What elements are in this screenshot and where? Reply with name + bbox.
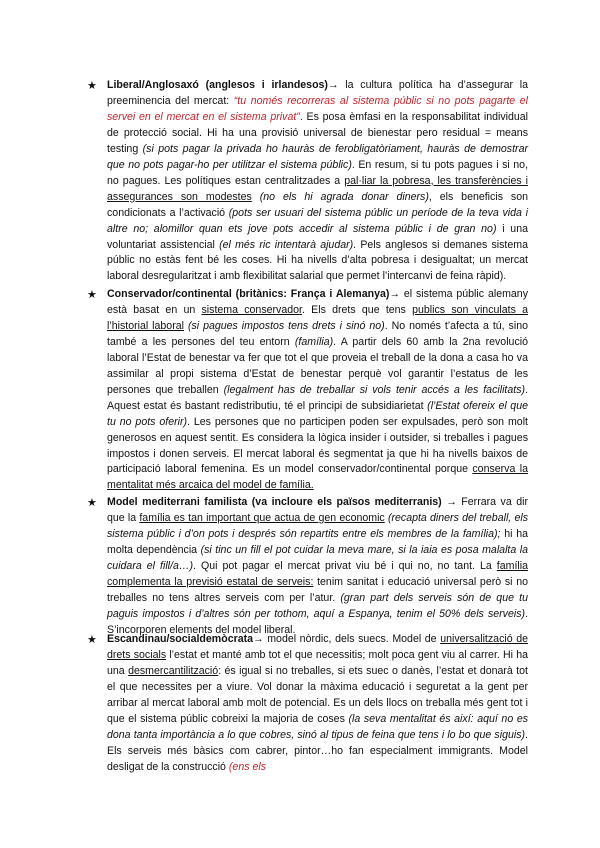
underlined-text: família es tan important que actua de gen economic — [139, 511, 385, 524]
text-run: → la cultura política ha d’assegurar la preeminencia del mercat: — [107, 79, 528, 107]
star-bullet-icon: ★ — [87, 633, 97, 646]
text-run: . Els serveis més bàsics com cabrer, pintor…ho fan especialment immigrants. Model desligat de la construcció — [107, 728, 528, 773]
italic-note: (legalment has de treballar si vols tenir accés a les facilitats) — [223, 383, 526, 396]
item-title: Liberal/Anglosaxó (anglesos i irlandesos) — [107, 79, 328, 91]
underlined-text: sistema conservador — [201, 303, 302, 316]
italic-note: (recapta diners del treball, els sistema públic i d’on pots i després són repartits entre els membres de la família); — [107, 511, 528, 540]
text-run: hi ha molta dependència — [107, 527, 528, 556]
text-run: . En resum, si tu pots pagues i si no, no pagues. Les polítiques estan centralitzades a — [107, 158, 529, 187]
underlined-text: conserva la mentalitat més arcaica del model de família. — [107, 463, 528, 492]
star-bullet-icon: ★ — [87, 79, 97, 92]
text-run — [252, 191, 260, 203]
star-bullet-icon: ★ — [87, 496, 97, 509]
text-run: . Les persones que no participen poden ser expulsades, però son molt generosos en aquest sentit. Es considera la lògica insider i outsider, si treballes i pagues impostos i donen serveis. El mercat laboral és segmentat ja que hi ha nivells baixos de participació laboral femenina. Es un model conservador/continental porque — [107, 415, 528, 476]
text-run: . No només t’afecta a tú, sino també a les persones del teu entorn — [107, 319, 528, 348]
text-run: . Pels anglesos si demanes sistema públic no estàs fent bé les coses. Hi ha nivells d’alta pobresa i desigualtat; un mercat laboral desregularitzat i amb flexibilitat salarial que permet l’intercanvi de feina ràpid). — [107, 238, 528, 283]
underlined-text: família complementa la previsió estatal de serveis: — [107, 559, 528, 588]
italic-note: (no els hi agrada donar diners) — [259, 190, 429, 203]
text-run: . Es posa èmfasi en la responsabilitat individual de protecció social. Hi ha una provisió universal de bienestar pero residual = means testing — [107, 110, 529, 155]
text-run: → el sistema públic alemany està basat en un — [107, 288, 528, 316]
italic-note: (pots ser usuari del sistema públic un període de la teva vida i altre no; alomillor quan ets jove pots accedir al sistema públic i de gran no) — [107, 206, 528, 235]
text-run: tenim sanitat i educació universal però si no treballes no tens altres serveis com per l’atur. — [107, 575, 528, 604]
text-run: . Els drets que tens — [301, 303, 413, 316]
list-item-escandinau — [80, 632, 528, 776]
italic-note: (si tinc un fill el pot cuidar la meva mare, si la iaia es posa malalta la cuidara el fill/a…) — [107, 543, 528, 572]
italic-note: (el més ric intentarà ajudar) — [219, 238, 354, 251]
list-item-mediterrani — [80, 495, 528, 639]
text-run: . S’incorporen elements del model liberal. — [107, 607, 528, 636]
text-run: . Qui pot pagar el mercat privat viu bé i qui no, no tant. La — [193, 559, 497, 572]
underlined-text: desmercantilització — [128, 664, 219, 677]
text-run: , els beneficis son condicionats a l’activació — [107, 190, 528, 219]
item-title: Model mediterrani familista (va incloure els països mediterranis) — [107, 496, 442, 508]
list-item-liberal — [80, 78, 528, 285]
text-run: . A partir dels 60 amb la 2na revolució laboral l’Estat de benestar va fer que tot el que proveia el treball de la dona a casa ho va assimilar al propi sistema d’Estat de benestar perquè vol garantir l’estatus de les persones que treballen — [107, 335, 528, 396]
italic-note: (l’Estat ofereix el que tu no pots oferir) — [107, 399, 528, 428]
italic-note: (si pagues impostos tens drets i sinó no) — [187, 319, 385, 332]
quote-text: “tu només recorreras al sistema públic si no pots pagarte el servei en el mercat en el sistema privat” — [107, 94, 528, 123]
text-run: i una voluntariat assistencial — [107, 222, 528, 251]
star-bullet-icon: ★ — [87, 288, 97, 301]
text-run: . Aquest estat és bastant redistributiu, té el principi de subsidiarietat — [107, 383, 528, 412]
list-item-conservador — [80, 287, 528, 494]
text-run: → Ferrara va dir que la — [107, 496, 528, 524]
underlined-text: universalització de drets socials — [107, 633, 528, 661]
italic-note: (ens els — [228, 760, 266, 773]
italic-note: (gran part dels serveis són de que tu paguis impostos i d’altres són per tothom, aquí a Espanya, tenim el 50% dels serveis) — [107, 591, 528, 620]
italic-note: (si pots pagar la privada ho hauràs de ferobligatòriament, hauràs de demostrar que no pots pagar-ho per utilitzar el sistema públic) — [107, 142, 528, 171]
text-run: : és igual si no treballes, si ets suec o danès, l’estat et donarà tot el que necessites per a viure. Vol donar la màxima educació i seguretat a la gent per arribar al mercat laboral amb molt de potencial. Es un dels llocs on treballa més gent tot i que el sistema públic cobreixi la majoria de coses — [107, 664, 528, 725]
italic-note: (família) — [294, 335, 334, 348]
item-title: Escandinau/socialdemòcrata — [107, 633, 254, 645]
underlined-text: pal·liar la pobresa, les transferències i assegurances son modestes — [107, 174, 529, 203]
italic-note: (la seva mentalitat és així: aquí no es dona tanta importància a lo que cobres, sinó al tipus de feina que tens i lo bo que siguis) — [107, 712, 529, 741]
item-title: Conservador/continental (britànics: França i Alemanya) — [107, 288, 390, 300]
text-run: l’estat et manté amb tot el que necessitis; molt poca gent viu al carrer. Hi ha una — [107, 648, 528, 677]
text-run: → model nòrdic, dels suecs. Model de — [253, 633, 441, 645]
underlined-text: publics son vinculats a l’historial laboral — [107, 303, 529, 332]
